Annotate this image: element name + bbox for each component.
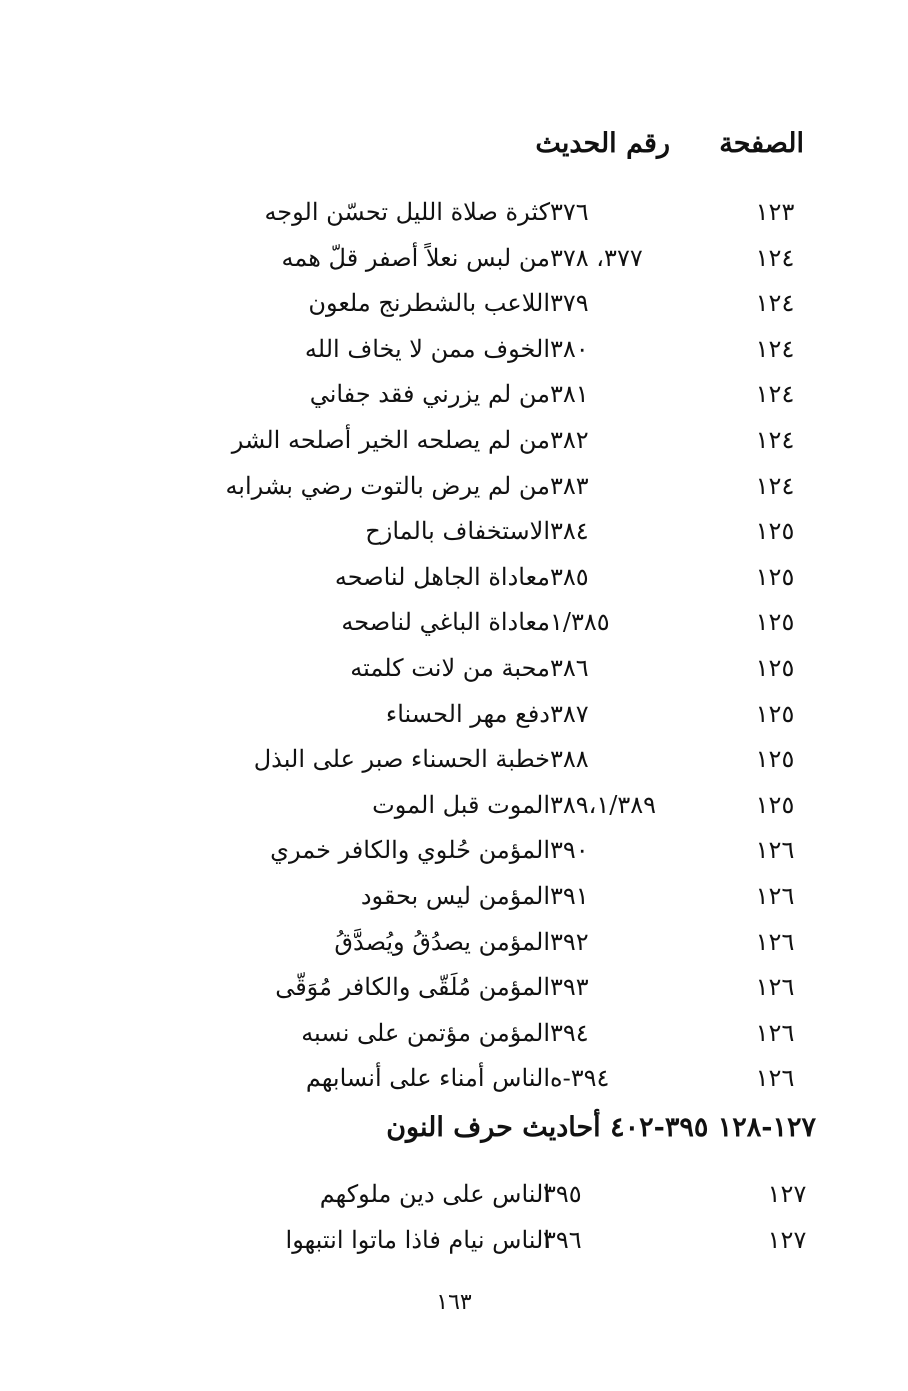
- index-row: [158, 648, 818, 694]
- hadith-title-cell: محبة من لانت كلمته: [350, 653, 550, 682]
- index-row: [158, 1220, 818, 1266]
- index-row: [158, 1058, 818, 1104]
- index-row: [158, 694, 818, 740]
- page-cell: ١٢٤: [755, 243, 795, 272]
- hadith-title-cell: الاستخفاف بالمازح: [365, 517, 550, 546]
- page-cell: ١٢٥: [755, 608, 795, 637]
- index-list-section-nun: [158, 1174, 818, 1265]
- hadith-title-cell: المؤمن حُلوي والكافر خمري: [270, 836, 550, 865]
- index-row: [158, 420, 818, 466]
- page-cell: ١٢٥: [755, 790, 795, 819]
- hadith-title-cell: معاداة الجاهل لناصحه: [334, 562, 550, 591]
- hadith-title-cell: المؤمن يصدُقُ ويُصدَّقُ: [334, 927, 550, 956]
- hadith-title-cell: من لبس نعلاً أصفر قلّ همه: [281, 243, 550, 272]
- hadith-number-cell: ٣٨٤: [550, 517, 589, 546]
- page-cell: ١٢٦: [755, 836, 795, 865]
- index-row: [158, 238, 818, 284]
- hadith-number-cell: ٣٩٣: [550, 973, 589, 1002]
- index-row: [158, 922, 818, 968]
- hadith-number-cell: ٣٨٢: [550, 425, 589, 454]
- hadith-title-cell: الموت قبل الموت: [372, 790, 550, 819]
- hadith-title-cell: معاداة الباغي لناصحه: [341, 608, 550, 637]
- hadith-number-cell: ٣٧٩: [550, 289, 589, 318]
- hadith-title-cell: دفع مهر الحسناء: [385, 699, 550, 728]
- page-cell: ١٢٦: [755, 1064, 795, 1093]
- page-cell: ١٢٥: [755, 653, 795, 682]
- section-heading: ١٢٧-١٢٨ ٣٩٥-٤٠٢ أحاديث حرف النون: [386, 1112, 816, 1143]
- index-row: [158, 466, 818, 512]
- hadith-title-cell: الناس أمناء على أنسابهم: [305, 1064, 550, 1093]
- hadith-number-cell: ٣٩٤-ه: [550, 1064, 610, 1093]
- page-cell: ١٢٤: [755, 289, 795, 318]
- page-column-header: الصفحة: [719, 128, 804, 159]
- hadith-title-cell: خطبة الحسناء صبر على البذل: [253, 745, 550, 774]
- hadith-title-cell: من لم يرض بالتوت رضي بشرابه: [225, 471, 550, 500]
- hadith-title-cell: الخوف ممن لا يخاف الله: [304, 334, 550, 363]
- page-cell: ١٢٦: [755, 1018, 795, 1047]
- index-row: [158, 329, 818, 375]
- hadith-number-cell: ٣٨٥: [550, 562, 589, 591]
- page-cell: ١٢٥: [755, 745, 795, 774]
- page-cell: ١٢٧: [767, 1180, 807, 1208]
- hadith-number-cell: ٣٩٦: [543, 1225, 582, 1254]
- hadith-number-cell: ٣٨٩،١/٣٨٩: [550, 790, 657, 819]
- page-cell: ١٢٦: [755, 973, 795, 1002]
- hadith-number-cell: ٣٧٦: [550, 198, 589, 226]
- index-row: [158, 967, 818, 1013]
- page-number: ١٦٣: [436, 1290, 472, 1315]
- hadith-number-cell: ٣٩١: [550, 881, 589, 910]
- index-row: [158, 876, 818, 922]
- page-cell: ١٢٤: [755, 471, 795, 500]
- index-list: [158, 192, 818, 1104]
- index-row: [158, 785, 818, 831]
- table-header: [178, 128, 818, 172]
- hadith-title-cell: كثرة صلاة الليل تحسّن الوجه: [264, 198, 550, 226]
- hadith-number-cell: ٣٨٣: [550, 471, 589, 500]
- hadith-number-cell: ٣٨٨: [550, 745, 589, 774]
- page-cell: ١٢٤: [755, 380, 795, 409]
- page-cell: ١٢٥: [755, 562, 795, 591]
- page-cell: ١٢٣: [755, 198, 795, 226]
- hadith-number-cell: ٣٩٥: [543, 1180, 582, 1208]
- hadith-title-cell: من لم يصلحه الخير أصلحه الشر: [231, 425, 550, 454]
- index-row: [158, 374, 818, 420]
- hadith-number-cell: ٣٨٦: [550, 653, 589, 682]
- index-row: [158, 511, 818, 557]
- hadith-number-cell: ٣٩٤: [550, 1018, 589, 1047]
- hadith-number-cell: ٣٨١: [550, 380, 589, 409]
- hadith-title-cell: المؤمن مؤتمن على نسبه: [301, 1018, 550, 1047]
- page-cell: ١٢٦: [755, 927, 795, 956]
- hadith-title-cell: من لم يزرني فقد جفاني: [309, 380, 550, 409]
- hadith-title-cell: الناس على دين ملوكهم: [319, 1180, 550, 1208]
- page-cell: ١٢٥: [755, 517, 795, 546]
- index-row: [158, 192, 818, 238]
- hadith-title-cell: المؤمن مُلَقّى والكافر مُوَقّى: [275, 973, 550, 1002]
- index-row: [158, 739, 818, 785]
- hadith-number-cell: ٣٧٧، ٣٧٨: [550, 243, 643, 272]
- index-row: [158, 1174, 818, 1220]
- page-cell: ١٢٥: [755, 699, 795, 728]
- index-row: [158, 283, 818, 329]
- page-cell: ١٢٤: [755, 334, 795, 363]
- page-cell: ١٢٤: [755, 425, 795, 454]
- index-row: [158, 602, 818, 648]
- index-row: [158, 557, 818, 603]
- page-cell: ١٢٦: [755, 881, 795, 910]
- hadith-number-cell: ٣٩٢: [550, 927, 589, 956]
- hadith-number-cell: ٣٨٧: [550, 699, 589, 728]
- hadith-number-cell: ١/٣٨٥: [550, 608, 610, 637]
- hadith-title-cell: المؤمن ليس بحقود: [360, 881, 550, 910]
- index-row: [158, 1013, 818, 1059]
- hadith-number-cell: ٣٩٠: [550, 836, 589, 865]
- hadith-title-cell: الناس نيام فاذا ماتوا انتبهوا: [285, 1225, 550, 1254]
- page-cell: ١٢٧: [767, 1225, 807, 1254]
- index-row: [158, 830, 818, 876]
- hadith-number-cell: ٣٨٠: [550, 334, 589, 363]
- hadith-title-cell: اللاعب بالشطرنج ملعون: [308, 289, 550, 318]
- hadith-number-column-header: رقم الحديث: [535, 128, 670, 159]
